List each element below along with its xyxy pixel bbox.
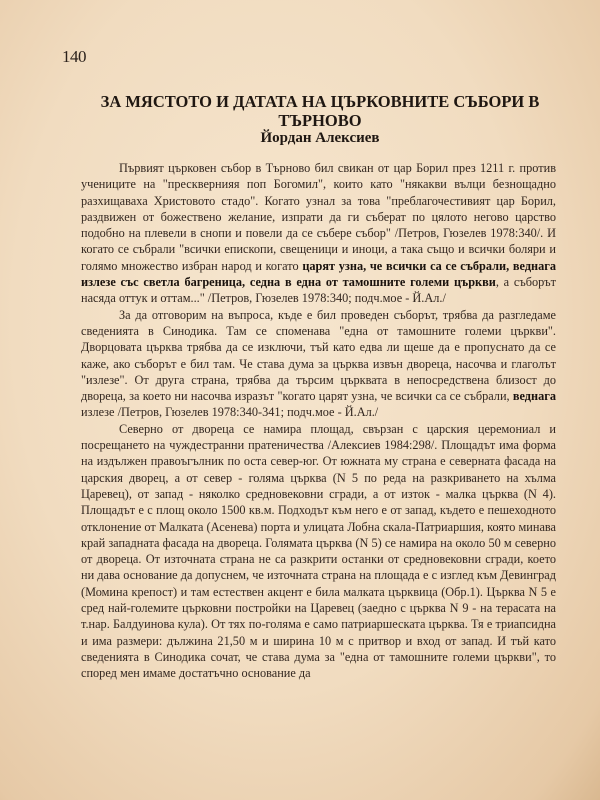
paragraph-text: Северно от двореца се намира площад, свързан с царския церемониал и посрещането на чуждестранни пратеничества /Алексиев 1984:298/. Площадът има форма на издължен правоъгълник по оста север-юг. От южната му страна е северната фасада на царския дворец, а от север - голяма църква (N 5 по реда на разкриването на хълма Царевец), от запад - няколко средновековни сгради, а от изток - малка църква (N 4). Площадът е с площ около 1500 кв.м. Подходът към него е от запад, където е пешеходното отклонение от Малката (Асенева) порта и улицата Лобна скала-Патриаршия, която минава край западната фасада на двореца. Голямата църква (N 5) се намира на около 50 м северно от двореца. От източната страна не са разкрити останки от средновековни сгради, което ни дава основание да допуснем, че източната страна на площада е с изглед към Девинград (Момина крепост) и там естествен акцент е била малката църквица (Обр.1). Църква N 5 е сред най-големите църковни постройки на Царевец (заедно с църква N 9 - на терасата на т.нар. Балдуинова кула). От тях по-голяма е само патриаршеската църква. Тя е триапсидна и има размери: дължина 21,50 м и ширина 10 м с притвор и вход от запад. И тъй като сведенията в Синодика сочат, че става дума за "една от тамошните големи църкви", то според мен имаме достатъчно основание да xyxy=(81,421,556,681)
paragraph-text: Първият църковен събор в Търново бил свикан от цар Борил през 1211 г. против учениците на "пресквернияя поп Богомил", които като "някакви вълци безнощадно разхищаваха Христовото стадо". Когато узнал за това "преблагочестивият цар Борил, раздвижен от божествено желание, изпрати да ги съберат по цялото негово царство подобно на плевели в снопи и повели да се събере събор" /Петров, Гюзелев 1978:340/. И когато се събрали "всички епископи, свещеници и иноци, а така също и всички боляри и голямо множество избран народ и когато xyxy=(81,161,556,273)
emphasized-quote: царят узна, че всички са се събрали, веднага излезе със светла багреница, седна в една от тамошните големи църкви xyxy=(81,258,557,290)
article-title xyxy=(60,92,580,130)
paragraph-2 xyxy=(81,307,556,421)
title-line-2: ТЪРНОВО xyxy=(278,111,362,130)
paragraph-3 xyxy=(81,421,556,682)
page-number: 140 xyxy=(62,47,86,66)
title-line-1: ЗА МЯСТОТО И ДАТАТА НА ЦЪРКОВНИТЕ СЪБОРИ В xyxy=(100,92,540,111)
paragraph-text: За да отговорим на въпроса, къде е бил проведен съборът, трябва да разгледаме сведенията в Синодика. Там се споменава "една от тамошните големи църкви". Дворцовата църква трябва да се изключи, тъй като едва ли щеше да е пропуснато да се каже, ако съборът е бил там. Че става дума за църква извън двореца, насочва и глаголът "излезе". От друга страна, трябва да търсим църквата в непосредствена близост до двореца, за което ни насочва изразът "когато царят узна, че всички са се събрали, xyxy=(81,307,556,404)
paragraph-text: излезе /Петров, Гюзелев 1978:340-341; подч.мое - Й.Ал./ xyxy=(81,405,379,420)
paragraph-1 xyxy=(81,160,556,307)
article-body xyxy=(81,160,556,682)
emphasized-word: веднага xyxy=(512,389,556,404)
article-author: Йордан Алексиев xyxy=(260,130,380,146)
paragraph-text: , а съборът насяда оттук и оттам..." /Петров, Гюзелев 1978:340; подч.мое - Й.Ал./ xyxy=(81,275,556,306)
